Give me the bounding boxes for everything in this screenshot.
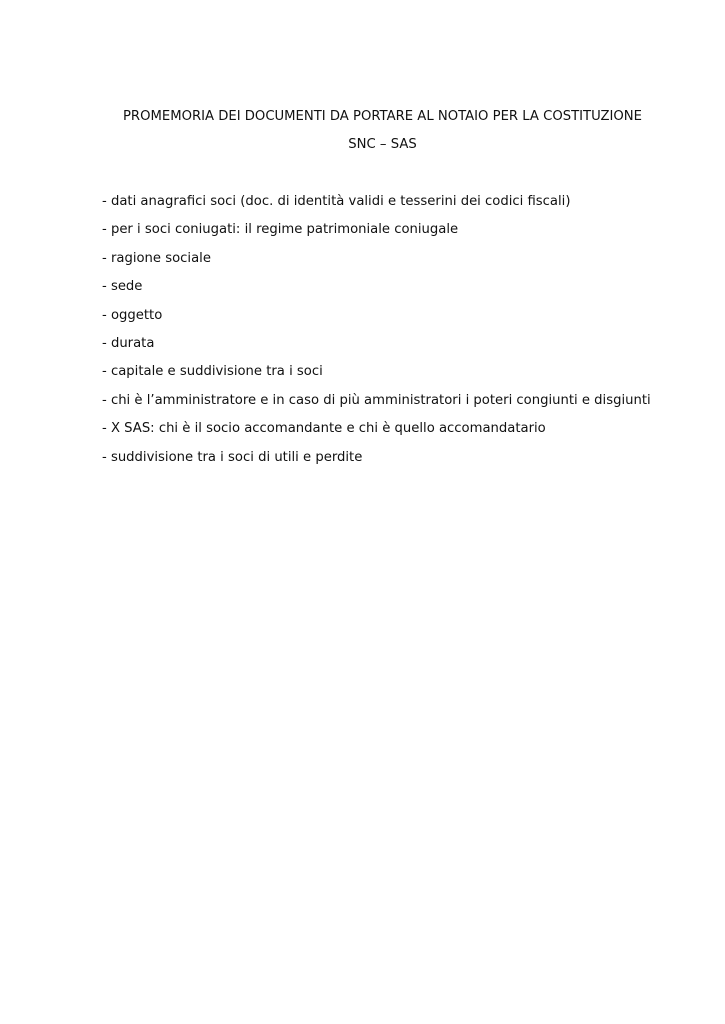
- list-item: - sede: [102, 279, 143, 295]
- list-item: - durata: [102, 335, 155, 351]
- list-item: - suddivisione tra i soci di utili e perdite: [102, 449, 363, 465]
- document-title: PROMEMORIA DEI DOCUMENTI DA PORTARE AL NOTAIO PER LA COSTITUZIONE: [122, 109, 643, 124]
- document-subtitle: SNC – SAS: [348, 137, 417, 152]
- list-item: - oggetto: [102, 307, 163, 323]
- list-item: - X SAS: chi è il socio accomandante e chi è quello accomandatario: [102, 421, 546, 437]
- list-item: - chi è l’amministratore e in caso di più amministratori i poteri congiunti e disgiunti: [102, 392, 651, 408]
- list-item: - ragione sociale: [102, 250, 211, 266]
- requirements-list: [102, 192, 651, 476]
- list-item: - capitale e suddivisione tra i soci: [102, 364, 323, 380]
- list-item: - dati anagrafici soci (doc. di identità validi e tesserini dei codici fiscali): [102, 194, 571, 209]
- list-item: - per i soci coniugati: il regime patrimoniale coniugale: [102, 222, 459, 238]
